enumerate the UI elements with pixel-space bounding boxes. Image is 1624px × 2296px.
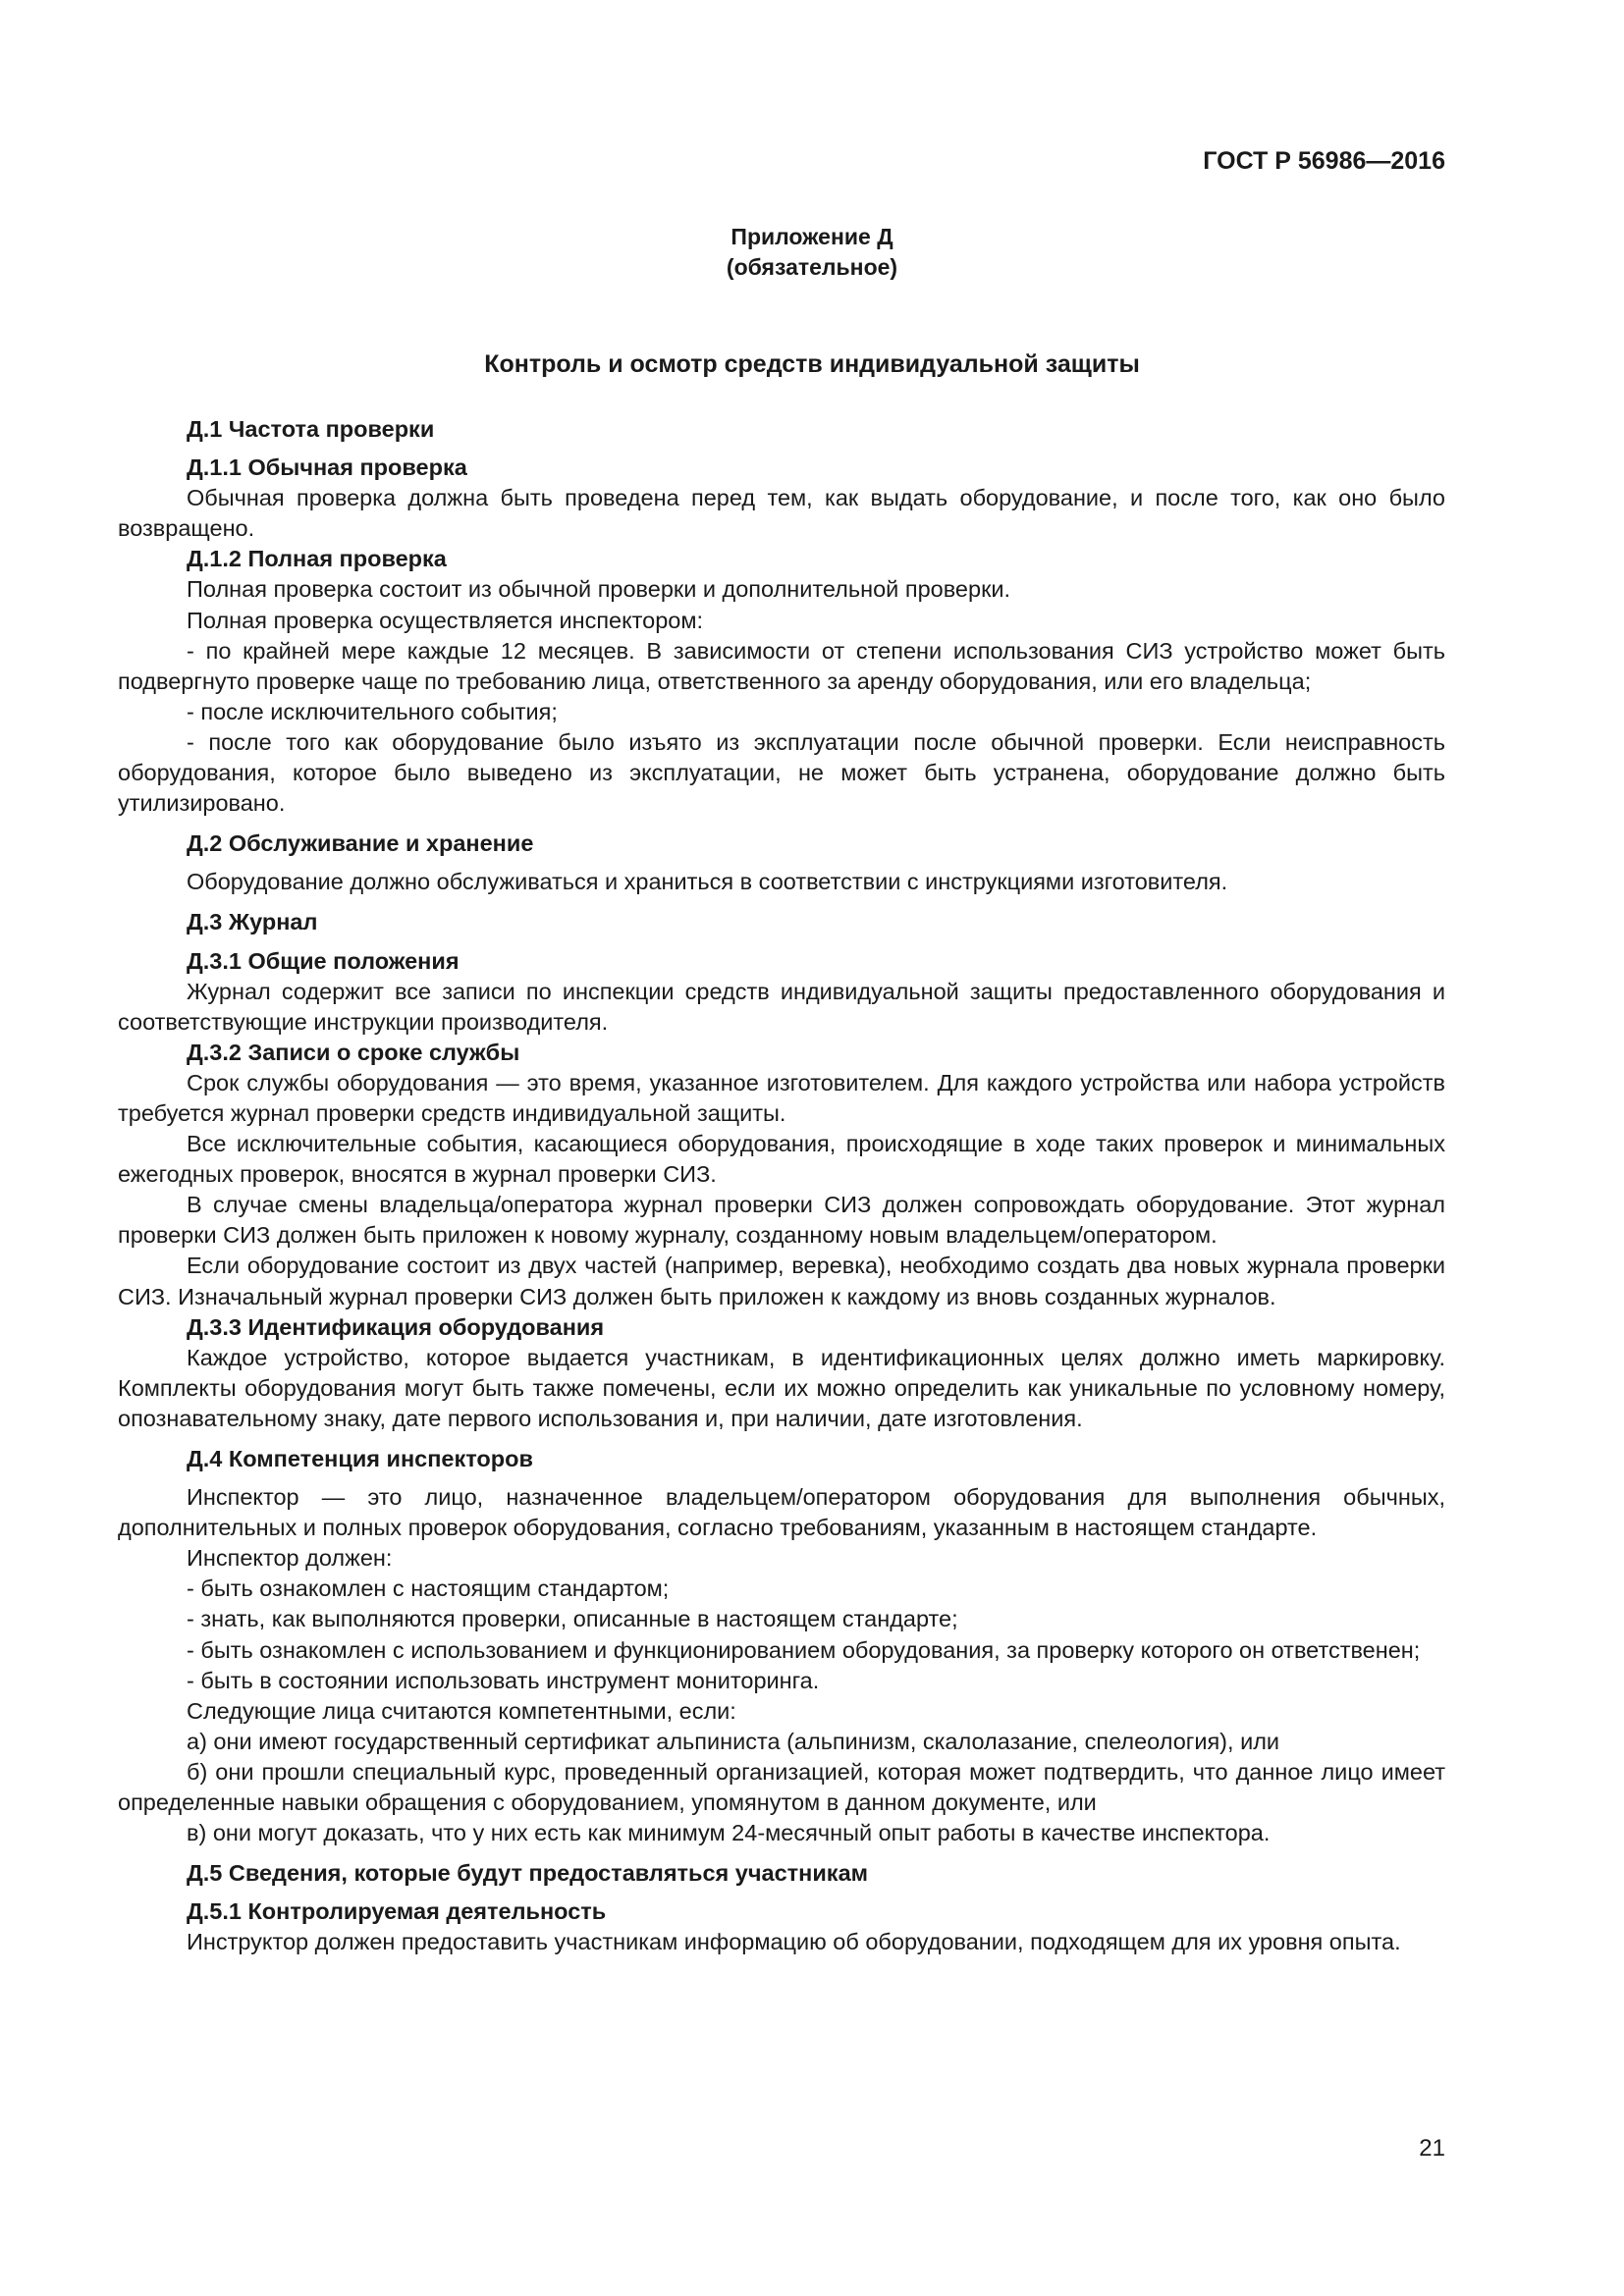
paragraph: Следующие лица считаются компетентными, если: — [187, 1697, 736, 1724]
list-item: - после того как оборудование было изъято из эксплуатации после обычной проверки. Если неисправность оборудования, которое было выведено из эксплуатации, не может быть устранена, оборудование должно быть утилизировано. — [118, 728, 1445, 817]
document-code: ГОСТ Р 56986—2016 — [1203, 147, 1445, 175]
paragraph: Если оборудование состоит из двух частей (например, веревка), необходимо создать два новых журнала проверки СИЗ. Изначальный журнал проверки СИЗ должен быть приложен к каждому из вновь созданных журналов. — [118, 1253, 1445, 1309]
paragraph: Полная проверка состоит из обычной проверки и дополнительной проверки. — [187, 576, 1011, 603]
heading-d5: Д.5 Сведения, которые будут предоставляться участникам — [187, 1860, 869, 1887]
list-item: - знать, как выполняются проверки, описанные в настоящем стандарте; — [187, 1606, 958, 1632]
heading-d3-3: Д.3.3 Идентификация оборудования — [187, 1313, 605, 1340]
paragraph: В случае смены владельца/оператора журнал проверки СИЗ должен сопровождать оборудование. Этот журнал проверки СИЗ должен быть приложен к новому журналу, созданному новым владельцем/оператором. — [118, 1192, 1445, 1249]
heading-d2: Д.2 Обслуживание и хранение — [187, 830, 534, 857]
paragraph: Оборудование должно обслуживаться и храниться в соответствии с инструкциями изготовителя. — [187, 869, 1228, 895]
heading-d1-1: Д.1.1 Обычная проверка — [187, 454, 467, 481]
list-item: - после исключительного события; — [187, 698, 558, 724]
paragraph: Полная проверка осуществляется инспектором: — [187, 607, 704, 633]
paragraph: Обычная проверка должна быть проведена перед тем, как выдать оборудование, и после того, как оно было возвращено. — [118, 485, 1445, 542]
heading-d1-2: Д.1.2 Полная проверка — [187, 546, 447, 572]
heading-d3: Д.3 Журнал — [187, 909, 318, 935]
paragraph: Срок службы оборудования — это время, указанное изготовителем. Для каждого устройства или набора устройств требуется журнал проверки средств индивидуальной защиты. — [118, 1069, 1445, 1126]
paragraph: Инструктор должен предоставить участникам информацию об оборудовании, подходящем для их уровня опыта. — [187, 1929, 1401, 1955]
paragraph: Все исключительные события, касающиеся оборудования, происходящие в ходе таких проверок и минимальных ежегодных проверок, вносятся в журнал проверки СИЗ. — [118, 1131, 1445, 1188]
paragraph: Каждое устройство, которое выдается участникам, в идентификационных целях должно иметь маркировку. Комплекты оборудования могут быть также помечены, если их можно определить как уникальные по условному номеру, опознавательному знаку, дате первого использования и, при наличии, дате изготовления. — [118, 1344, 1445, 1431]
heading-d4: Д.4 Компетенция инспекторов — [187, 1446, 533, 1471]
page-number: 21 — [1419, 2135, 1445, 2162]
list-item: - быть ознакомлен с использованием и функционированием оборудования, за проверку которого он ответственен; — [187, 1636, 1421, 1663]
list-item: в) они могут доказать, что у них есть как минимум 24-месячный опыт работы в качестве инспектора. — [187, 1820, 1271, 1846]
paragraph: Инспектор — это лицо, назначенное владельцем/оператором оборудования для выполнения обычных, дополнительных и полных проверок оборудования, согласно требованиям, указанным в настоящем стандарте. — [118, 1484, 1445, 1541]
document-body — [118, 414, 1445, 1958]
appendix-heading — [0, 222, 1624, 283]
heading-d5-1: Д.5.1 Контролируемая деятельность — [187, 1898, 607, 1925]
list-item: б) они прошли специальный курс, проведенный организацией, которая может подтвердить, что данное лицо имеет определенные навыки обращения с оборудованием, упомянутом в данном документе, или — [118, 1758, 1445, 1816]
heading-d1: Д.1 Частота проверки — [187, 416, 435, 442]
heading-d3-1: Д.3.1 Общие положения — [187, 947, 460, 974]
appendix-status: (обязательное) — [726, 254, 898, 280]
section-title: Контроль и осмотр средств индивидуальной защиты — [484, 350, 1140, 378]
heading-d3-2: Д.3.2 Записи о сроке службы — [187, 1039, 520, 1065]
paragraph: Журнал содержит все записи по инспекции средств индивидуальной защиты предоставленного оборудования и соответствующие инструкции производителя. — [118, 978, 1445, 1035]
list-item: а) они имеют государственный сертификат альпиниста (альпинизм, скалолазание, спелеология), или — [187, 1728, 1280, 1754]
paragraph: Инспектор должен: — [187, 1545, 393, 1572]
appendix-label: Приложение Д — [731, 224, 893, 249]
list-item: - быть в состоянии использовать инструмент мониторинга. — [187, 1667, 820, 1693]
list-item: - быть ознакомлен с настоящим стандартом; — [187, 1575, 670, 1602]
list-item: - по крайней мере каждые 12 месяцев. В зависимости от степени использования СИЗ устройство может быть подвергнуто проверке чаще по требованию лица, ответственного за аренду оборудования, или его владельца; — [118, 637, 1445, 694]
